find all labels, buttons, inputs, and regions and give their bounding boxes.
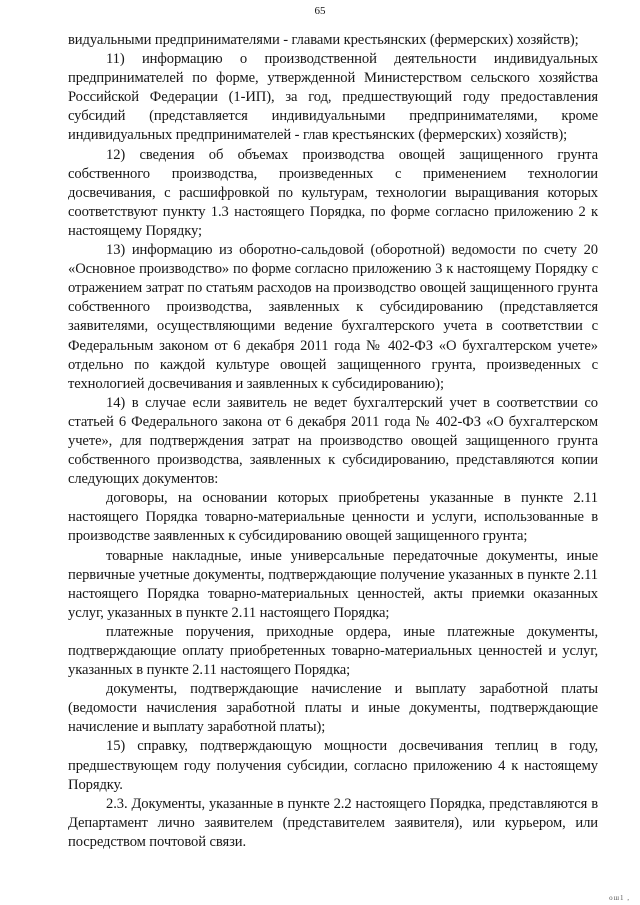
- document-body: [68, 31, 598, 852]
- paragraph-salary-documents: документы, подтверждающие начисление и выплату заработной платы (ведомости начисления заработной платы и иные документы, подтверждающие начисление и выплату заработной платы);: [68, 681, 598, 736]
- page-number: 65: [314, 5, 326, 17]
- paragraph-item-12: 12) сведения об объемах производства овощей защищенного грунта собственного производства, произведенных с применением технологии досвечивания, с расшифровкой по культурам, технологии выращивания которых соответствуют пункту 1.3 настоящего Порядка, по форме согласно приложению 2 к настоящему Порядку;: [68, 146, 598, 239]
- paragraph-contracts: договоры, на основании которых приобретены указанные в пункте 2.11 настоящего Порядка товарно-материальные ценности и услуги, использованные в производстве заявленных к субсидированию овощей защищенного грунта;: [68, 490, 598, 545]
- paragraph-item-14: 14) в случае если заявитель не ведет бухгалтерский учет в соответствии со статьей 6 Федерального закона от 6 декабря 2011 года № 402-ФЗ «О бухгалтерском учете», для подтверждения затрат на производство овощей защищенного грунта собственного производства, заявленных к субсидированию, представляются копии следующих документов:: [68, 394, 598, 488]
- paragraph-item-13: 13) информацию из оборотно-сальдовой (оборотной) ведомости по счету 20 «Основное производство» по форме согласно приложению 3 к настоящему Порядку с отражением затрат по статьям расходов на производство овощей защищенного грунта собственного производства, заявленных к субсидированию (представляется заявителями, осуществляющими ведение бухгалтерского учета в соответствии с Федеральным законом от 6 декабря 2011 года № 402-ФЗ «О бухгалтерском учете» отдельно по каждой культуре овощей защищенного грунта, произведенных с технологией досвечивания и заявленных к субсидированию);: [68, 242, 598, 392]
- scan-mark: ош1 ,: [609, 894, 630, 902]
- paragraph-item-15: 15) справку, подтверждающую мощности досвечивания теплиц в году, предшествующем году получения субсидии, согласно приложению 4 к настоящему Порядку.: [68, 738, 598, 793]
- paragraph-continuation: видуальными предпринимателями - главами крестьянских (фермерских) хозяйств);: [68, 32, 579, 48]
- paragraph-section-2-3: 2.3. Документы, указанные в пункте 2.2 настоящего Порядка, представляются в Департамент лично заявителем (представителем заявителя), или курьером, или посредством почтовой связи.: [68, 795, 598, 850]
- paragraph-invoices: товарные накладные, иные универсальные передаточные документы, иные первичные учетные документы, подтверждающие получение указанных в пункте 2.11 настоящего Порядка товарно-материальных ценностей, акты приемки оказанных услуг, указанных в пункте 2.11 настоящего Порядка;: [68, 547, 598, 621]
- paragraph-item-11: 11) информацию о производственной деятельности индивидуальных предпринимателей по форме, утвержденной Министерством сельского хозяйства Российской Федерации (1-ИП), за год, предшествующий году предоставления субсидий (представляется индивидуальными предпринимателями, кроме индивидуальных предпринимателей - глав крестьянских (фермерских) хозяйств);: [68, 51, 598, 144]
- paragraph-payments: платежные поручения, приходные ордера, иные платежные документы, подтверждающие оплату приобретенных товарно-материальных ценностей и услуг, указанных в пункте 2.11 настоящего Порядка;: [68, 623, 598, 679]
